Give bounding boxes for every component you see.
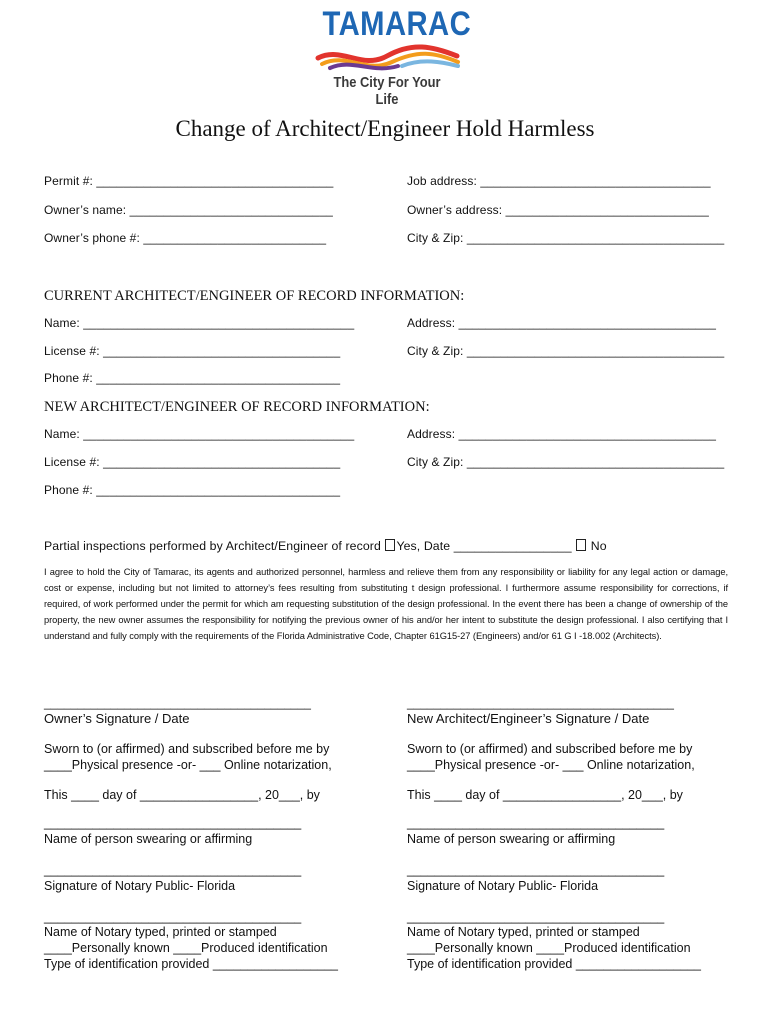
- presence-options-left[interactable]: ____Physical presence -or- ___ Online notarization,: [44, 758, 332, 772]
- identification-options-left[interactable]: ____Personally known ____Produced identification: [44, 941, 328, 955]
- logo-wordmark: TAMARAC: [322, 5, 472, 43]
- new-name-field[interactable]: Name: ________________________________________: [44, 427, 355, 441]
- notary-name-label-right: Name of Notary typed, printed or stamped: [407, 925, 640, 939]
- current-address-field[interactable]: Address: ______________________________________: [407, 316, 716, 330]
- swearing-label-right: Name of person swearing or affirming: [407, 832, 616, 846]
- this-day-left[interactable]: This ____ day of _________________, 20___, by: [44, 788, 320, 802]
- notary-name-line-left[interactable]: _____________________________________: [44, 910, 302, 924]
- new-ae-signature-label: New Architect/Engineer’s Signature / Date: [407, 711, 650, 726]
- owner-signature-label: Owner’s Signature / Date: [44, 711, 190, 726]
- notary-sig-line-right[interactable]: _____________________________________: [407, 863, 665, 877]
- logo-wave-icon: [312, 40, 462, 72]
- swearing-line-right[interactable]: _____________________________________: [407, 816, 665, 830]
- owners-address-field[interactable]: Owner’s address: ______________________________: [407, 203, 709, 217]
- id-type-field-left[interactable]: Type of identification provided __________________: [44, 957, 338, 971]
- new-address-field[interactable]: Address: ______________________________________: [407, 427, 716, 441]
- presence-options-right[interactable]: ____Physical presence -or- ___ Online notarization,: [407, 758, 695, 772]
- no-checkbox[interactable]: [576, 539, 586, 551]
- sworn-text-left: Sworn to (or affirmed) and subscribed before me by: [44, 742, 330, 756]
- notary-name-line-right[interactable]: _____________________________________: [407, 910, 665, 924]
- current-phone-field[interactable]: Phone #: ____________________________________: [44, 371, 341, 385]
- agreement-paragraph: I agree to hold the City of Tamarac, its agents and authorized personnel, harmless and relieve them from any responsibility or liability for any legal action or damage, cost or expense, including but not limited to attorney’s fees resulting from substituting t design professional. I furthermore assume responsibility for corrections, if required, of work performed under the permit for which am requesting substitution of the design professional. In the event there has been a change of ownership of the property, the new owner assumes the responsibility for notifying the previous owner of his and/or her intent to substitute the design professional. I also certifying that I understand and fully comply with the requirements of the Florida Administrative Code, Chapter 61G15-27 (Engineers) and/or 61 G I -18.002 (Architects).: [44, 567, 728, 641]
- notary-sig-line-left[interactable]: _____________________________________: [44, 863, 302, 877]
- notary-sig-label-left: Signature of Notary Public- Florida: [44, 879, 236, 893]
- owners-name-field[interactable]: Owner’s name: ______________________________: [44, 203, 333, 217]
- swearing-label-left: Name of person swearing or affirming: [44, 832, 253, 846]
- current-city-zip-field[interactable]: City & Zip: ______________________________________: [407, 344, 725, 358]
- new-ae-signature-line[interactable]: ________________________________________: [407, 696, 674, 710]
- new-license-field[interactable]: License #: ___________________________________: [44, 455, 341, 469]
- partial-inspection-row: [44, 539, 607, 553]
- yes-checkbox[interactable]: [385, 539, 395, 551]
- identification-options-right[interactable]: ____Personally known ____Produced identification: [407, 941, 691, 955]
- notary-name-label-left: Name of Notary typed, printed or stamped: [44, 925, 277, 939]
- logo-tagline: The City For Your Life: [333, 74, 441, 108]
- current-license-field[interactable]: License #: ___________________________________: [44, 344, 341, 358]
- sworn-text-right: Sworn to (or affirmed) and subscribed before me by: [407, 742, 693, 756]
- permit-field[interactable]: Permit #: ___________________________________: [44, 174, 334, 188]
- owner-signature-line[interactable]: ________________________________________: [44, 696, 311, 710]
- id-type-field-right[interactable]: Type of identification provided __________________: [407, 957, 701, 971]
- swearing-line-left[interactable]: _____________________________________: [44, 816, 302, 830]
- owners-phone-field[interactable]: Owner’s phone #: ___________________________: [44, 231, 327, 245]
- job-address-field[interactable]: Job address: __________________________________: [407, 174, 711, 188]
- current-name-field[interactable]: Name: ________________________________________: [44, 316, 355, 330]
- tamarac-logo: [312, 4, 472, 108]
- city-zip-field[interactable]: City & Zip: ______________________________________: [407, 231, 725, 245]
- new-phone-field[interactable]: Phone #: ____________________________________: [44, 483, 341, 497]
- current-section-heading: CURRENT ARCHITECT/ENGINEER OF RECORD INFORMATION:: [44, 288, 465, 304]
- yes-date-field[interactable]: Yes, Date _________________: [396, 539, 576, 553]
- partial-inspection-label: Partial inspections performed by Architect/Engineer of record: [44, 539, 385, 553]
- page-title: Change of Architect/Engineer Hold Harmless: [175, 116, 595, 141]
- notary-sig-label-right: Signature of Notary Public- Florida: [407, 879, 599, 893]
- no-label: No: [587, 539, 607, 553]
- this-day-right[interactable]: This ____ day of _________________, 20___, by: [407, 788, 683, 802]
- new-section-heading: NEW ARCHITECT/ENGINEER OF RECORD INFORMATION:: [44, 399, 430, 415]
- new-city-zip-field[interactable]: City & Zip: ______________________________________: [407, 455, 725, 469]
